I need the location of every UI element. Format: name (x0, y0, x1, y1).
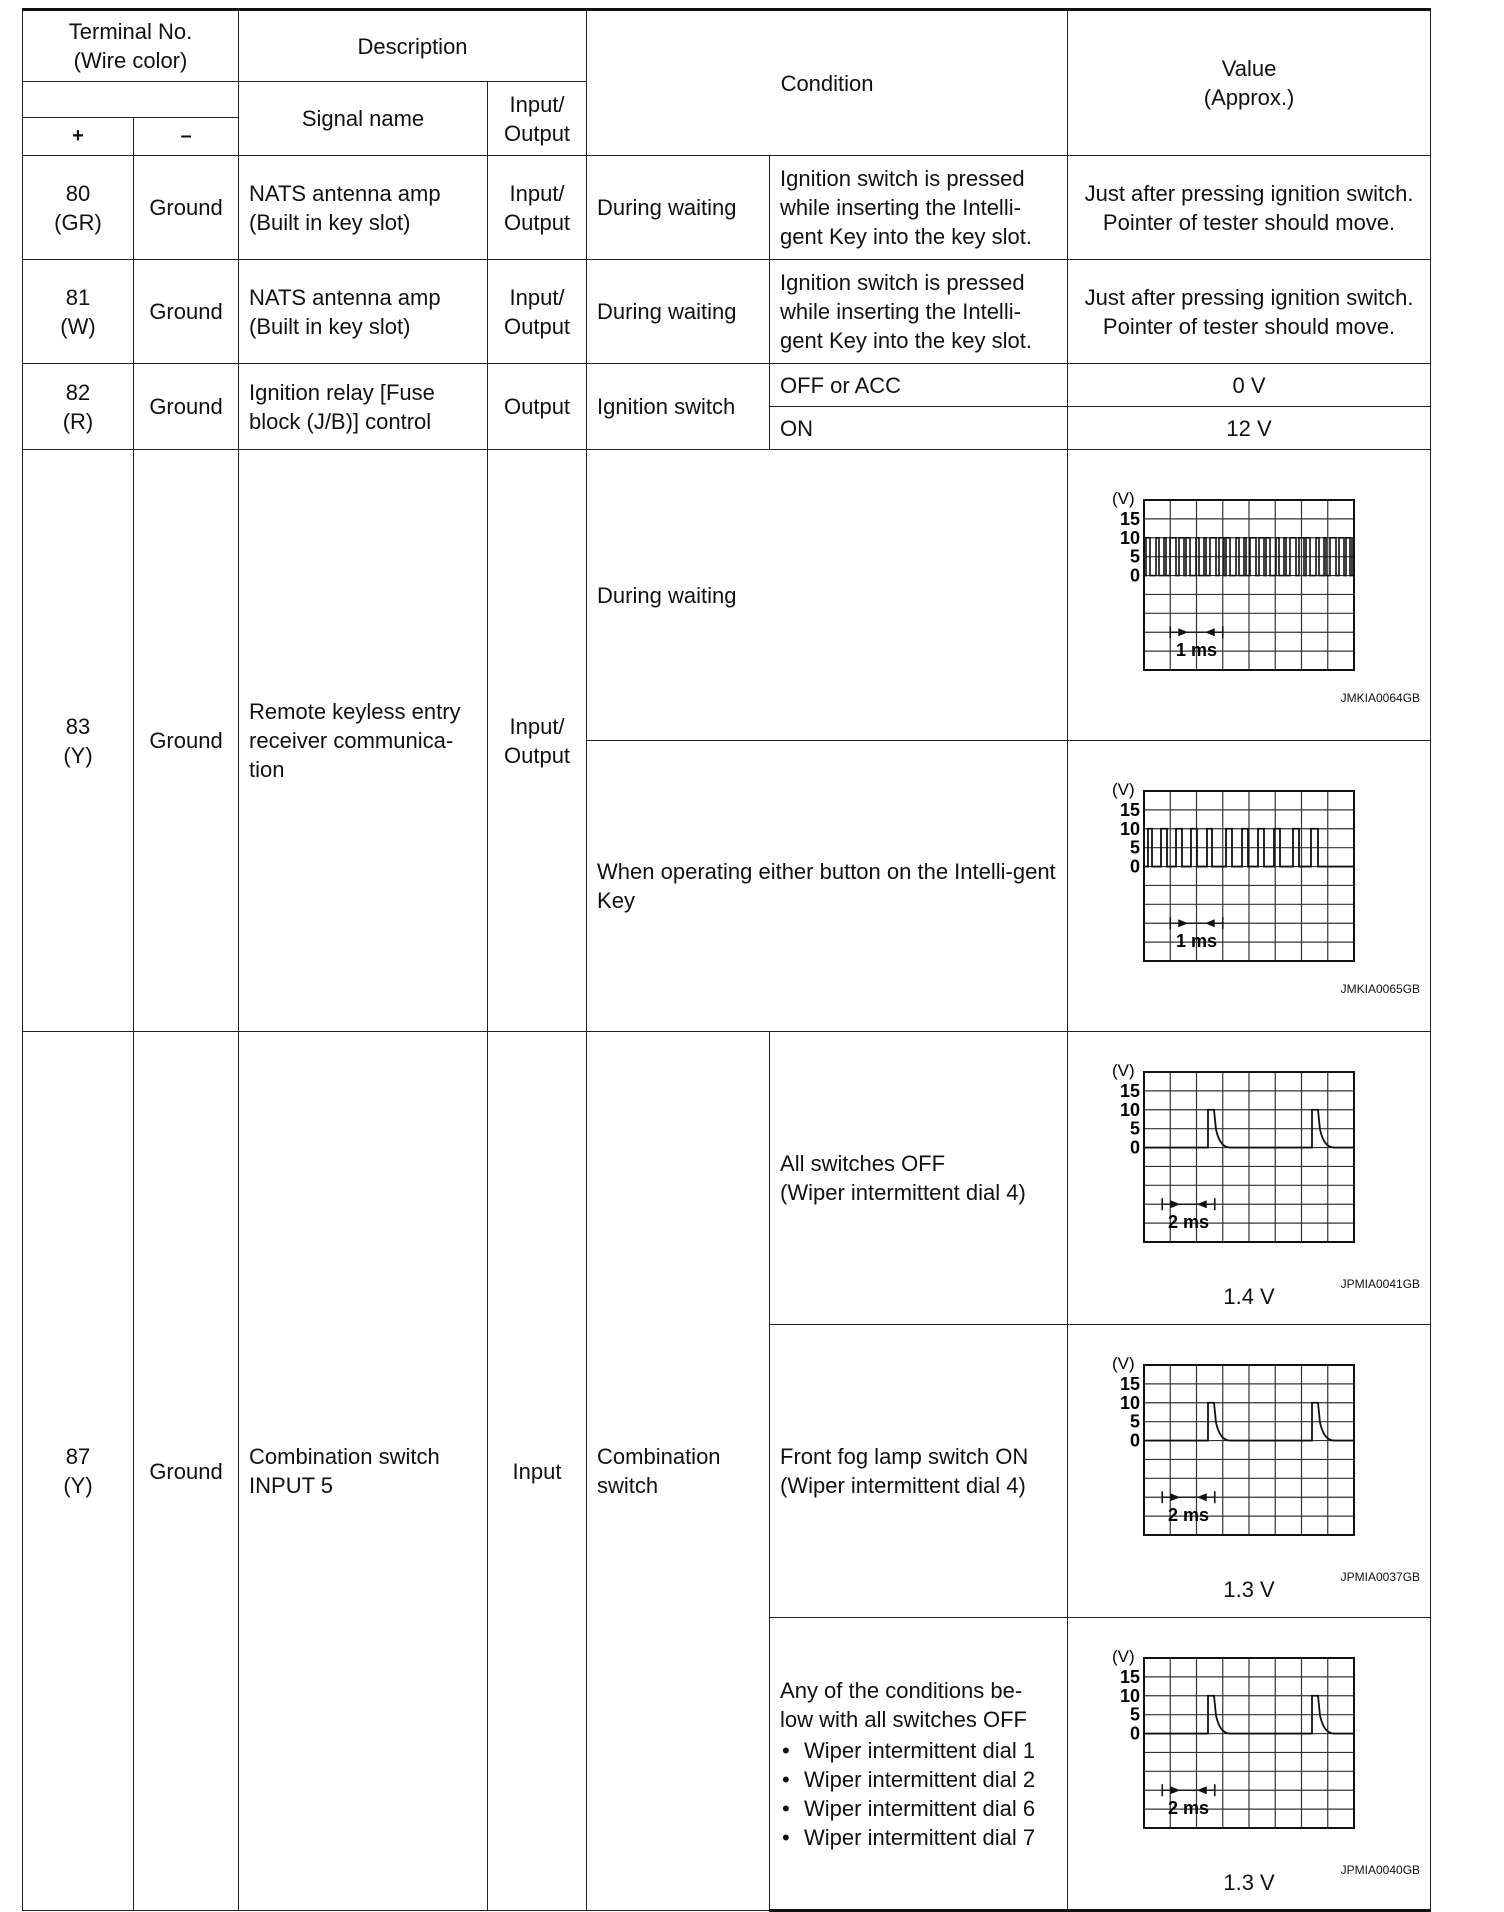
time-scale-label: 2 ms (1168, 1212, 1210, 1233)
time-scale-label: 1 ms (1176, 931, 1218, 952)
table-row (23, 260, 1431, 364)
y-tick-label: 10 (1120, 1099, 1141, 1120)
terminal-cell: 82 (R) (23, 364, 134, 450)
waveform-cell (1068, 1325, 1431, 1618)
sub-condition-cell: Ignition switch is pressed while inserting the Intelli-gent Key into the key slot. (770, 156, 1068, 260)
y-tick-label: 0 (1130, 1723, 1141, 1744)
io-cell: Input/ Output (488, 260, 587, 364)
plus-header: + (23, 118, 134, 156)
list-item: • Wiper intermittent dial 7 (780, 1823, 1057, 1852)
signal-cell: NATS antenna amp (Built in key slot) (239, 260, 488, 364)
list-item: • Wiper intermittent dial 6 (780, 1794, 1057, 1823)
value-cell: Just after pressing ignition switch. Pointer of tester should move. (1068, 156, 1431, 260)
arrow-head (1170, 1493, 1180, 1501)
condition-list (780, 1736, 1057, 1852)
signal-cell: NATS antenna amp (Built in key slot) (239, 156, 488, 260)
io-cell: Input (488, 1032, 587, 1911)
value-cell: 12 V (1068, 407, 1431, 450)
sub-condition-cell: All switches OFF (Wiper intermittent dial 4) (770, 1032, 1068, 1325)
table-row (23, 156, 1431, 260)
terminal-cell: 87 (Y) (23, 1032, 134, 1911)
io-header: Input/ Output (488, 82, 587, 156)
y-unit-label: (V) (1112, 1357, 1135, 1373)
figure-code: JMKIA0065GB (1340, 982, 1421, 996)
terminal-table-page (22, 8, 1430, 1912)
arrow-head (1205, 919, 1215, 927)
y-tick-label: 10 (1120, 1392, 1141, 1413)
arrow-head (1178, 628, 1188, 636)
voltage-value: 1.3 V (1223, 1577, 1275, 1602)
waveform-plot (1108, 1650, 1370, 1832)
y-tick-label: 0 (1130, 565, 1141, 586)
ground-cell: Ground (134, 364, 239, 450)
sub-condition-cell: Ignition switch is pressed while inserting the Intelli-gent Key into the key slot. (770, 260, 1068, 364)
waveform-cell (1068, 1032, 1431, 1325)
arrow-head (1170, 1200, 1180, 1208)
io-cell: Input/ Output (488, 450, 587, 1032)
sub-condition-cell: OFF or ACC (770, 364, 1068, 407)
list-item: • Wiper intermittent dial 2 (780, 1765, 1057, 1794)
y-tick-label: 5 (1130, 837, 1141, 858)
arrow-head (1178, 919, 1188, 927)
figure-code: JPMIA0037GB (1340, 1570, 1421, 1584)
y-tick-label: 0 (1130, 856, 1141, 877)
y-tick-label: 5 (1130, 1411, 1141, 1432)
waveform-plot (1108, 783, 1370, 965)
figure-code: JMKIA0064GB (1340, 691, 1421, 705)
ground-cell: Ground (134, 1032, 239, 1911)
description-header: Description (239, 10, 587, 82)
minus-header: – (134, 118, 239, 156)
arrow-head (1197, 1786, 1207, 1794)
y-tick-label: 15 (1120, 1666, 1141, 1687)
condition-cell: During waiting (587, 156, 770, 260)
waveform-cell (1068, 1618, 1431, 1911)
sub-condition-cell: Front fog lamp switch ON (Wiper intermittent dial 4) (770, 1325, 1068, 1618)
sub-condition-cell: ON (770, 407, 1068, 450)
y-tick-label: 0 (1130, 1430, 1141, 1451)
value-header: Value (Approx.) (1068, 10, 1431, 156)
terminal-cell: 83 (Y) (23, 450, 134, 1032)
condition-header: Condition (587, 10, 1068, 156)
y-unit-label: (V) (1112, 1650, 1135, 1666)
figure-code: JPMIA0040GB (1340, 1863, 1421, 1877)
signal-cell: Ignition relay [Fuse block (J/B)] control (239, 364, 488, 450)
ground-cell: Ground (134, 260, 239, 364)
arrow-head (1170, 1786, 1180, 1794)
y-tick-label: 0 (1130, 1137, 1141, 1158)
arrow-head (1197, 1200, 1207, 1208)
condition-cell: Combination switch (587, 1032, 770, 1911)
y-tick-label: 15 (1120, 508, 1141, 529)
figure-code: JPMIA0041GB (1340, 1277, 1421, 1291)
y-tick-label: 15 (1120, 799, 1141, 820)
y-tick-label: 5 (1130, 546, 1141, 567)
terminal-table (22, 8, 1431, 1912)
value-cell: Just after pressing ignition switch. Pointer of tester should move. (1068, 260, 1431, 364)
waveform-plot (1108, 492, 1370, 674)
y-unit-label: (V) (1112, 492, 1135, 508)
y-tick-label: 10 (1120, 1685, 1141, 1706)
arrow-head (1205, 628, 1215, 636)
list-item: • Wiper intermittent dial 1 (780, 1736, 1057, 1765)
y-tick-label: 5 (1130, 1704, 1141, 1725)
table-row (23, 364, 1431, 407)
value-cell: 0 V (1068, 364, 1431, 407)
voltage-value: 1.4 V (1223, 1284, 1275, 1309)
io-cell: Output (488, 364, 587, 450)
ground-cell: Ground (134, 450, 239, 1032)
condition-cell: During waiting (587, 450, 1068, 741)
time-scale-label: 2 ms (1168, 1798, 1210, 1819)
sub-condition-cell: Any of the conditions be- low with all switches OFF • Wiper intermittent dial 1 • Wiper intermittent dial 2 • Wiper intermittent dial 6 • Wiper intermittent dial 7 (770, 1618, 1068, 1911)
condition-cell: When operating either button on the Intelli-gent Key (587, 741, 1068, 1032)
signal-cell: Remote keyless entry receiver communica-tion (239, 450, 488, 1032)
terminal-no-header: Terminal No. (Wire color) (23, 10, 239, 82)
signal-cell: Combination switch INPUT 5 (239, 1032, 488, 1911)
io-cell: Input/ Output (488, 156, 587, 260)
table-row (23, 1032, 1431, 1325)
y-tick-label: 15 (1120, 1080, 1141, 1101)
y-tick-label: 10 (1120, 527, 1141, 548)
signal-name-header: Signal name (239, 82, 488, 156)
voltage-value: 1.3 V (1223, 1870, 1275, 1895)
waveform-cell (1068, 741, 1431, 1032)
arrow-head (1197, 1493, 1207, 1501)
y-tick-label: 15 (1120, 1373, 1141, 1394)
time-scale-label: 1 ms (1176, 640, 1218, 661)
y-tick-label: 10 (1120, 818, 1141, 839)
waveform-plot (1108, 1064, 1370, 1246)
y-unit-label: (V) (1112, 783, 1135, 799)
waveform-cell (1068, 450, 1431, 741)
ground-cell: Ground (134, 156, 239, 260)
y-tick-label: 5 (1130, 1118, 1141, 1139)
time-scale-label: 2 ms (1168, 1505, 1210, 1526)
y-unit-label: (V) (1112, 1064, 1135, 1080)
terminal-cell: 81 (W) (23, 260, 134, 364)
condition-cell: Ignition switch (587, 364, 770, 450)
condition-cell: During waiting (587, 260, 770, 364)
table-row (23, 450, 1431, 741)
waveform-plot (1108, 1357, 1370, 1539)
terminal-cell: 80 (GR) (23, 156, 134, 260)
